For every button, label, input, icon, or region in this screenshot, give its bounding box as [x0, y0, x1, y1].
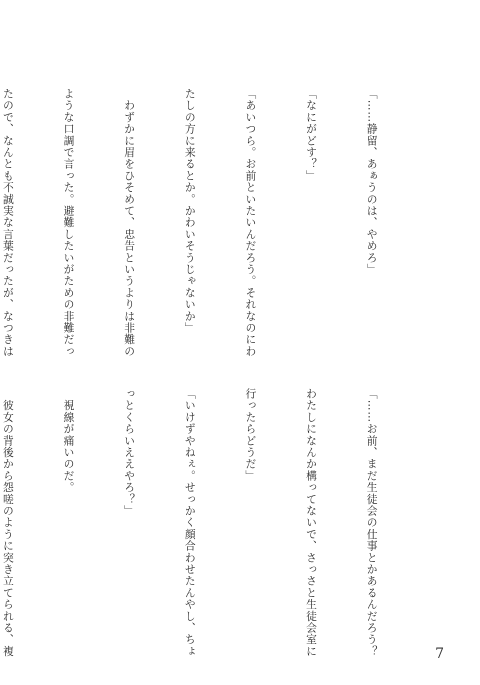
- text-line: 「いけずやねぇ。せっかく顔合わせたんやし、ちょ: [183, 388, 197, 658]
- text-line: たので、なんとも不誠実な言葉だったが、なつきは: [1, 88, 15, 358]
- text-line: 「なにがどす？」: [304, 88, 318, 182]
- text-line: 「あいつら。お前といたいんだろう。それなのにわ: [244, 88, 258, 358]
- text-line: たしの方に来るとか。かわいそうじゃないか」: [183, 88, 197, 334]
- text-line: っとくらいええやろ？」: [123, 388, 137, 517]
- text-line: 「……お前、まだ生徒会の仕事とかあるんだろう？: [365, 388, 379, 658]
- upper-text-block: [0, 88, 422, 358]
- page-number: 7: [435, 646, 444, 662]
- text-line: わたしになんか構ってないで、さっさと生徒会室に: [304, 388, 318, 658]
- text-line: 視線が痛いのだ。: [62, 388, 76, 494]
- text-line: 「……静留、あぁうのは、やめろ」: [365, 88, 379, 276]
- text-line: 行ったらどうだ」: [244, 388, 258, 482]
- text-line: わずかに眉をひそめて、忠告というよりは非難の: [123, 88, 137, 358]
- text-line: ような口調で言った。避難したいがための非難だっ: [62, 88, 76, 358]
- text-line: 彼女の背後から怨嗟のように突き立てられる、複: [1, 388, 15, 658]
- lower-text-block: [0, 388, 422, 658]
